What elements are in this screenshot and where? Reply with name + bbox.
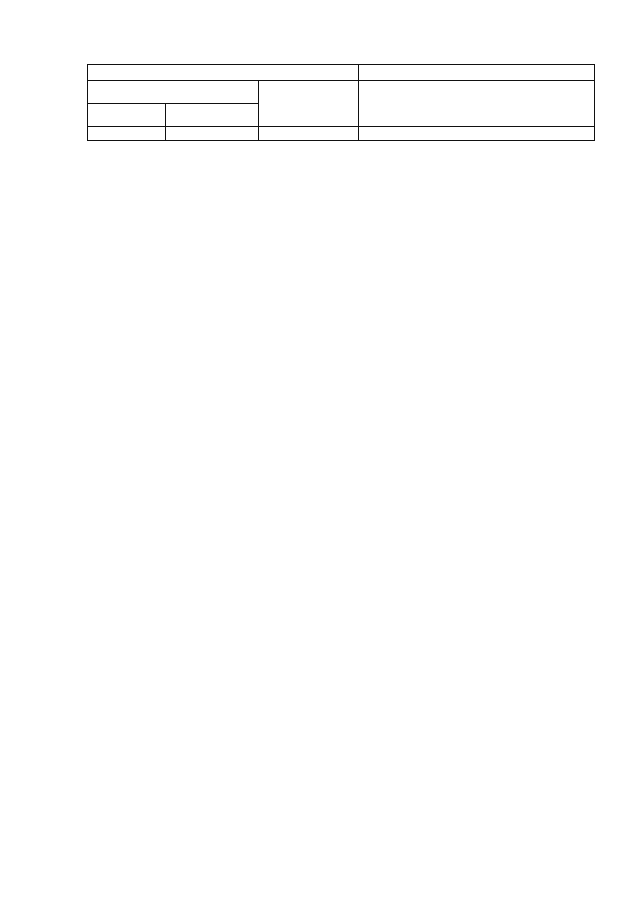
to-header bbox=[166, 104, 259, 127]
part-label-header bbox=[88, 81, 259, 104]
parcel-code bbox=[359, 65, 595, 81]
column-number bbox=[88, 127, 166, 141]
column-number bbox=[359, 127, 595, 141]
column-number bbox=[166, 127, 259, 141]
distance-header bbox=[259, 81, 359, 127]
description-header bbox=[359, 81, 595, 127]
parcel-header-row bbox=[88, 65, 595, 81]
boundary-table bbox=[87, 64, 595, 141]
parcel-header-section bbox=[88, 65, 595, 141]
column-number-row bbox=[88, 127, 595, 141]
column-header-row-1 bbox=[88, 81, 595, 104]
from-header bbox=[88, 104, 166, 127]
parcel-label bbox=[88, 65, 359, 81]
column-number bbox=[259, 127, 359, 141]
